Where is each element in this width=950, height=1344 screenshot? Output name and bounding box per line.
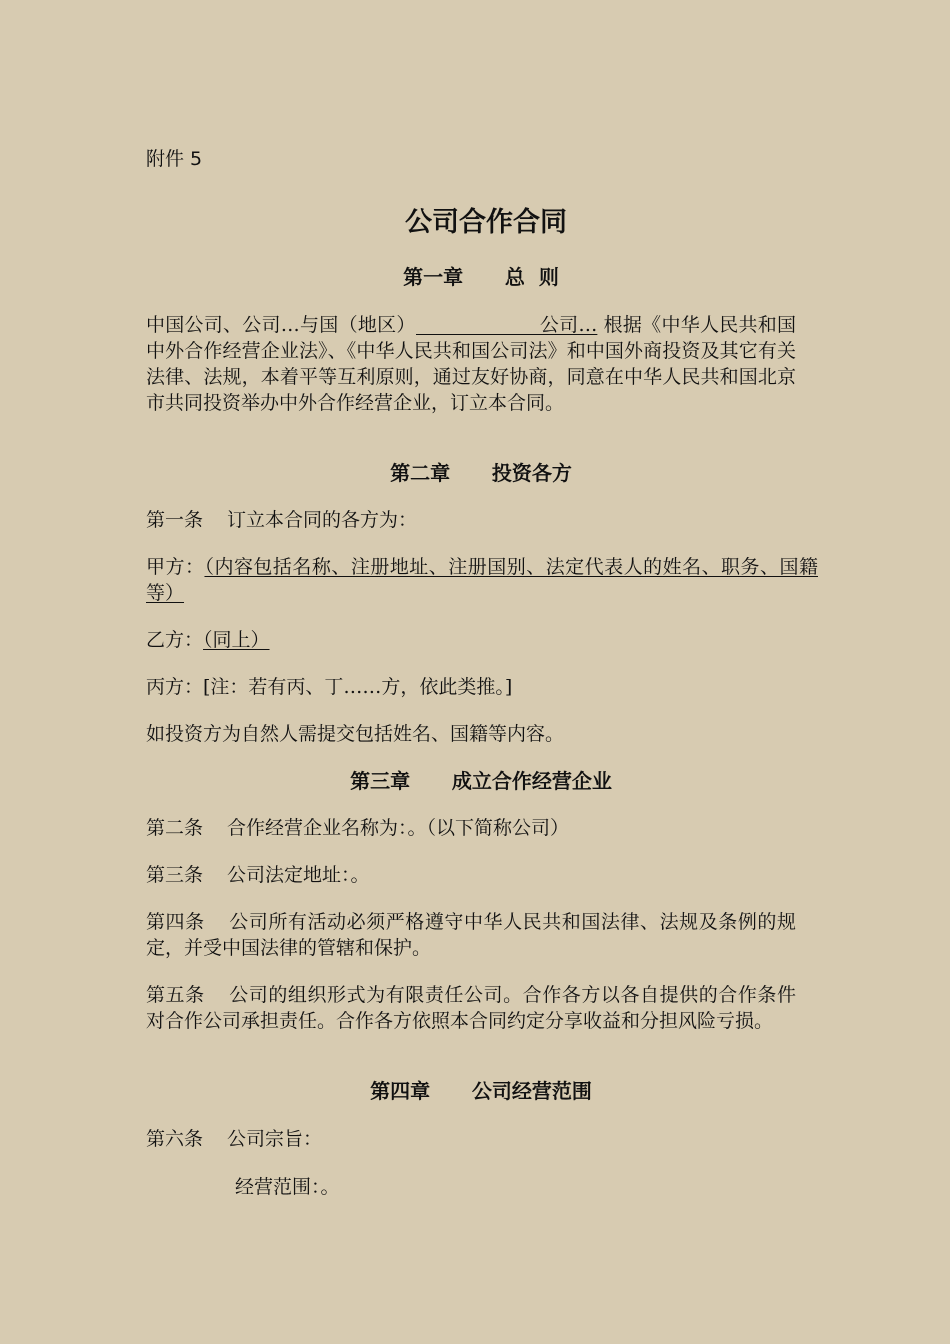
article-5-text: 公司的组织形式为有限责任公司。合作各方以各自提供的合作条件对合作公司承担责任。合作各方依照本合同约定分享收益和分担风险亏损。 xyxy=(146,984,796,1032)
party-a-text: （内容包括名称、注册地址、注册国别、法定代表人的姓名、职务、国籍等） xyxy=(146,556,818,604)
article-5-label: 第五条 xyxy=(146,984,205,1006)
party-a-label: 甲方： xyxy=(146,556,205,578)
chapter-2-heading: 第二章 投资各方 xyxy=(390,461,572,485)
article-6-label: 第六条 xyxy=(146,1128,204,1150)
country-blank-field xyxy=(416,315,540,335)
chapter-1-heading: 第一章 总 则 xyxy=(403,265,559,289)
intro-company-underlined: 公司… xyxy=(539,314,598,336)
natural-person-note: 如投资方为自然人需提交包括姓名、国籍等内容。 xyxy=(146,723,565,745)
party-c: 丙方：[注：若有丙、丁……方，依此类推。] xyxy=(146,676,513,698)
attachment-label: 附件 5 xyxy=(146,148,203,170)
chapter-4-heading: 第四章 公司经营范围 xyxy=(370,1079,592,1103)
document-page xyxy=(146,0,816,1344)
intro-text-part3: 根据《中华人民共和国中外合作经营企业法》、《中华人民共和国公司法》和中国外商投资及其它有关法律、法规，本着平等互利原则，通过友好协商，同意在中华人民共和国北京市共同投资举办中外合作经营企业，订立本合同。 xyxy=(146,314,796,414)
intro-text-part1: 中国公司、公司…与国（地区） xyxy=(146,314,416,336)
party-b xyxy=(146,627,270,653)
business-scope: 经营范围：。 xyxy=(235,1176,340,1198)
article-1-text: 订立本合同的各方为： xyxy=(227,509,418,531)
chapter-3-heading: 第三章 成立合作经营企业 xyxy=(350,769,612,793)
article-6-text: 公司宗旨： xyxy=(227,1128,323,1150)
article-4-label: 第四条 xyxy=(146,911,205,933)
article-1-label: 第一条 xyxy=(146,509,204,531)
article-4-text: 公司所有活动必须严格遵守中华人民共和国法律、法规及条例的规定，并受中国法律的管辖和保护。 xyxy=(146,911,796,959)
party-b-text: （同上） xyxy=(203,629,270,651)
document-title: 公司合作合同 xyxy=(405,207,567,238)
article-1 xyxy=(146,507,417,533)
article-5 xyxy=(146,982,796,1034)
article-2-label: 第二条 xyxy=(146,817,204,839)
article-4 xyxy=(146,909,796,961)
party-b-label: 乙方： xyxy=(146,629,204,651)
article-3-text: 公司法定地址：。 xyxy=(227,864,370,886)
article-2 xyxy=(146,815,569,841)
article-6 xyxy=(146,1126,322,1152)
article-3 xyxy=(146,862,370,888)
article-3-label: 第三条 xyxy=(146,864,204,886)
article-2-text: 合作经营企业名称为：。（以下简称公司） xyxy=(227,817,570,839)
party-a xyxy=(146,554,818,606)
intro-paragraph xyxy=(146,312,796,416)
